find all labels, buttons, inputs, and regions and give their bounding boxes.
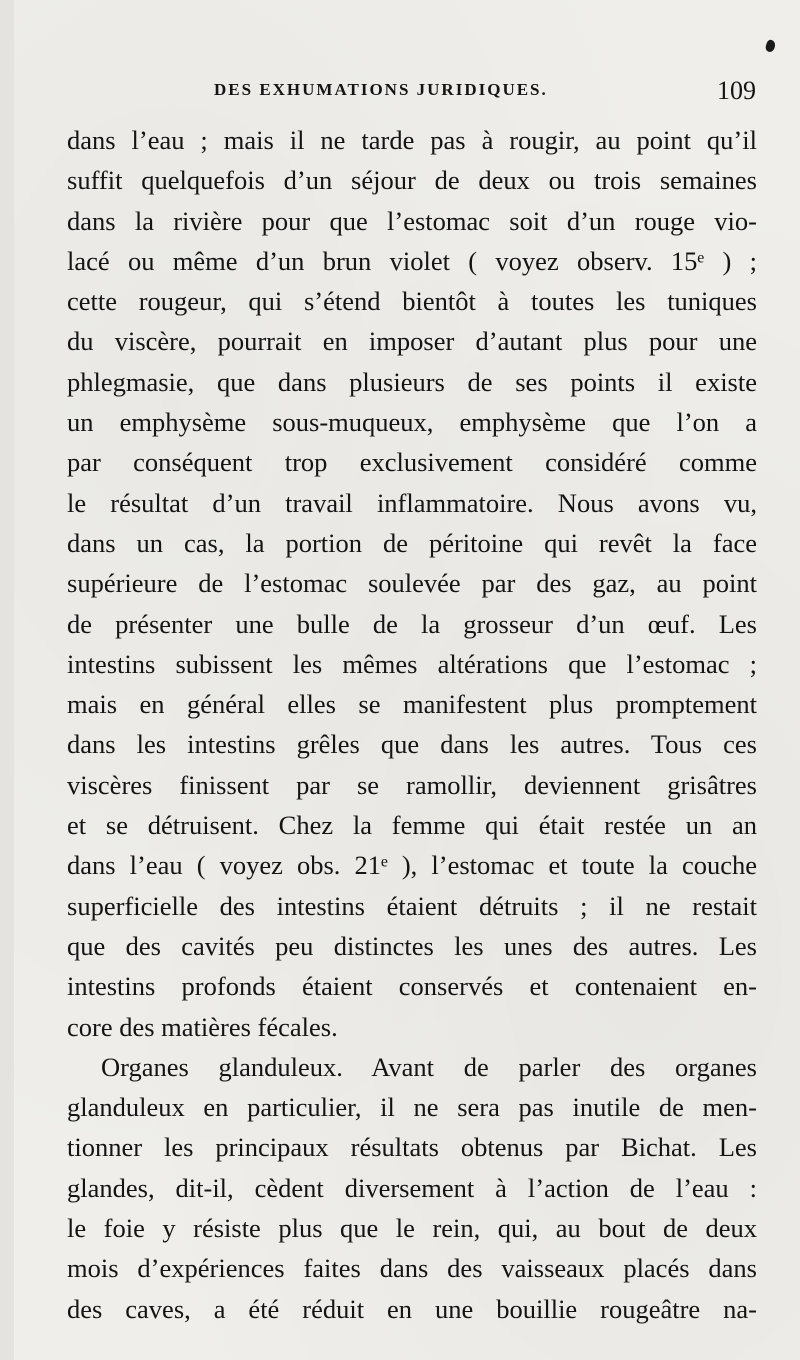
text-line: et se détruisent. Chez la femme qui était restée un an [67,810,757,841]
text-line: intestins profonds étaient conservés et contenaient en- [67,971,757,1002]
text-line: par conséquent trop exclusivement considéré comme [67,447,757,478]
section-heading-line: Organes glanduleux. Avant de parler des organes [101,1051,757,1082]
text-line: lacé ou même d’un brun violet ( voyez observ. 15ᵉ ) ; [67,245,757,276]
running-head: DES EXHUMATIONS JURIDIQUES. [214,80,548,99]
text-line: mais en général elles se manifestent plus promptement [67,689,757,720]
ink-speck [764,39,777,53]
text-line: le foie y résiste plus que le rein, qui, au bout de deux [67,1213,757,1244]
text-line: le résultat d’un travail inflammatoire. Nous avons vu, [67,487,757,518]
text-line: supérieure de l’estomac soulevée par des gaz, au point [67,568,757,599]
text-line: un emphysème sous-muqueux, emphysème que l’on a [67,407,757,438]
text-line: viscères finissent par se ramollir, deviennent grisâtres [67,769,757,800]
text-line: dans l’eau ; mais il ne tarde pas à rougir, au point qu’il [67,125,757,155]
text-line: dans l’eau ( voyez obs. 21ᵉ ), l’estomac et toute la couche [67,850,757,881]
text-line: de présenter une bulle de la grosseur d’un œuf. Les [67,608,757,639]
text-line: mois d’expériences faites dans des vaisseaux placés dans [67,1253,757,1284]
text-line: glandes, dit-il, cèdent diversement à l’action de l’eau : [67,1172,757,1203]
text-line: dans un cas, la portion de péritoine qui revêt la face [67,527,757,558]
text-line: dans les intestins grêles que dans les autres. Tous ces [67,729,757,760]
text-line: suffit quelquefois d’un séjour de deux ou trois semaines [67,165,757,196]
text-line: dans la rivière pour que l’estomac soit d’un rouge vio- [67,205,757,236]
text-line: des caves, a été réduit en une bouillie rougeâtre na- [67,1293,757,1324]
text-line: tionner les principaux résultats obtenus par Bichat. Les [67,1132,757,1163]
text-line: phlegmasie, que dans plusieurs de ses points il existe [67,366,757,397]
text-line: que des cavités peu distinctes les unes des autres. Les [67,930,757,961]
page-header [64,76,770,106]
page-number: 109 [717,76,756,105]
text-line: superficielle des intestins étaient détruits ; il ne restait [67,890,757,921]
text-line: glanduleux en particulier, il ne sera pas inutile de men- [67,1092,757,1123]
text-line: cette rougeur, qui s’étend bientôt à toutes les tuniques [67,286,757,317]
paragraph-end-line: core des matières fécales. [67,1011,338,1042]
body-text [67,120,757,1329]
text-line: intestins subissent les mêmes altérations que l’estomac ; [67,648,757,679]
text-line: du viscère, pourrait en imposer d’autant plus pour une [67,326,757,357]
